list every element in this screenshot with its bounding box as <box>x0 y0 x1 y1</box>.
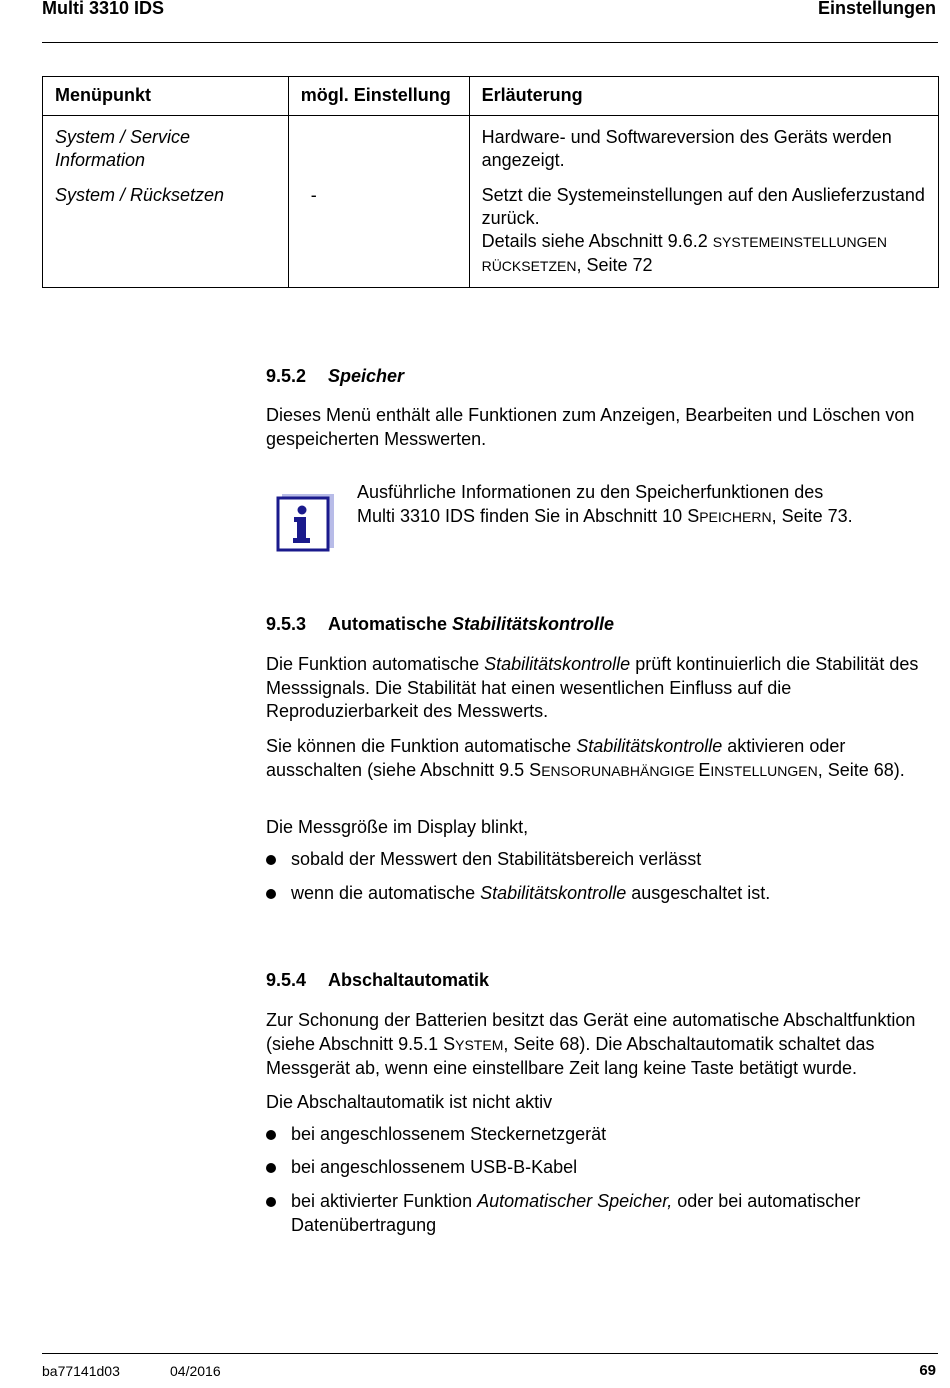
cross-reference-link[interactable]: SYSTEM <box>443 1033 504 1054</box>
section-heading-954: 9.5.4 Abschaltautomatik <box>266 970 490 990</box>
table-row <box>43 116 939 179</box>
section-952-paragraph: Dieses Menü enthält alle Funktionen zum Anzeigen, Bearbeiten und Löschen von gespeicherten Messwerten. <box>266 405 915 449</box>
settings-table <box>42 76 939 288</box>
cell-setting: - <box>288 178 469 288</box>
header-document-title: Multi 3310 IDS <box>42 0 165 18</box>
table-header-row <box>43 77 939 116</box>
cell-explanation: Hardware- und Softwareversion des Geräts werden angezeigt. <box>469 116 938 179</box>
section-heading-952: 9.5.2 Speicher <box>266 366 405 386</box>
footer-date: 04/2016 <box>170 1363 221 1379</box>
section-953-paragraph-3: Die Messgröße im Display blinkt, <box>266 817 529 837</box>
col-header-explanation: Erläuterung <box>469 77 938 116</box>
table-row <box>43 178 939 288</box>
cross-reference-link[interactable]: SYSTEMEINSTELLUNGEN RÜCKSETZEN <box>481 234 887 274</box>
section-953-paragraph-2: Sie können die Funktion automatische Stabilitätskontrolle aktivieren oder ausschalten (siehe Abschnitt 9.5 SENSORUNABHÄNGIGE EINSTELLUNGEN, Seite 68). <box>266 736 905 780</box>
bullet-icon <box>266 1197 276 1207</box>
section-953-paragraph-1: Die Funktion automatische Stabilitätskontrolle prüft kontinuierlich die Stabilität des Messsignals. Die Stabilität hat einen wesentlichen Einfluss auf die Reproduzierbarkeit des Messwerts. <box>266 654 919 721</box>
explanation-text: Setzt die Systemeinstellungen auf den Auslieferzustand zurück. <box>481 185 925 228</box>
footer-rule <box>42 1353 938 1354</box>
cell-menu: System / Service Information <box>43 116 289 179</box>
bullet-icon <box>266 1130 276 1140</box>
cell-setting <box>288 116 469 179</box>
cross-reference-link[interactable]: SPEICHERN <box>687 505 772 526</box>
col-header-menu: Menüpunkt <box>43 77 289 116</box>
header-chapter-title: Einstellungen <box>817 0 936 18</box>
cell-menu: System / Rücksetzen <box>43 178 289 288</box>
bullet-icon <box>266 889 276 899</box>
bullet-icon <box>266 855 276 865</box>
page-number: 69 <box>919 1362 936 1379</box>
section-heading-953: 9.5.3 Automatische Stabilitätskontrolle <box>266 614 615 634</box>
bullet-icon <box>266 1163 276 1173</box>
info-note: Ausführliche Informationen zu den Speicherfunktionen des Multi 3310 IDS finden Sie in Abschnitt 10 SPEICHERN, Seite 73. <box>357 482 853 526</box>
info-icon <box>276 492 334 552</box>
section-954-paragraph-1: Zur Schonung der Batterien besitzt das Gerät eine automatische Abschaltfunktion (siehe Abschnitt 9.5.1 SYSTEM, Seite 68). Die Abschaltautomatik schaltet das Messgerät ab, wenn eine einstellbare Zeit lang keine Taste betätigt wurde. <box>266 1010 916 1078</box>
footer-document-id: ba77141d03 <box>42 1363 120 1379</box>
col-header-setting: mögl. Einstellung <box>288 77 469 116</box>
cell-explanation <box>469 178 938 288</box>
explanation-detail: Details siehe Abschnitt 9.6.2 SYSTEMEINSTELLUNGEN RÜCKSETZEN, Seite 72 <box>481 231 887 275</box>
header-rule <box>42 42 938 43</box>
cross-reference-link[interactable]: SENSORUNABHÄNGIGE EINSTELLUNGEN <box>529 759 818 780</box>
section-954-paragraph-2: Die Abschaltautomatik ist nicht aktiv <box>266 1092 553 1112</box>
